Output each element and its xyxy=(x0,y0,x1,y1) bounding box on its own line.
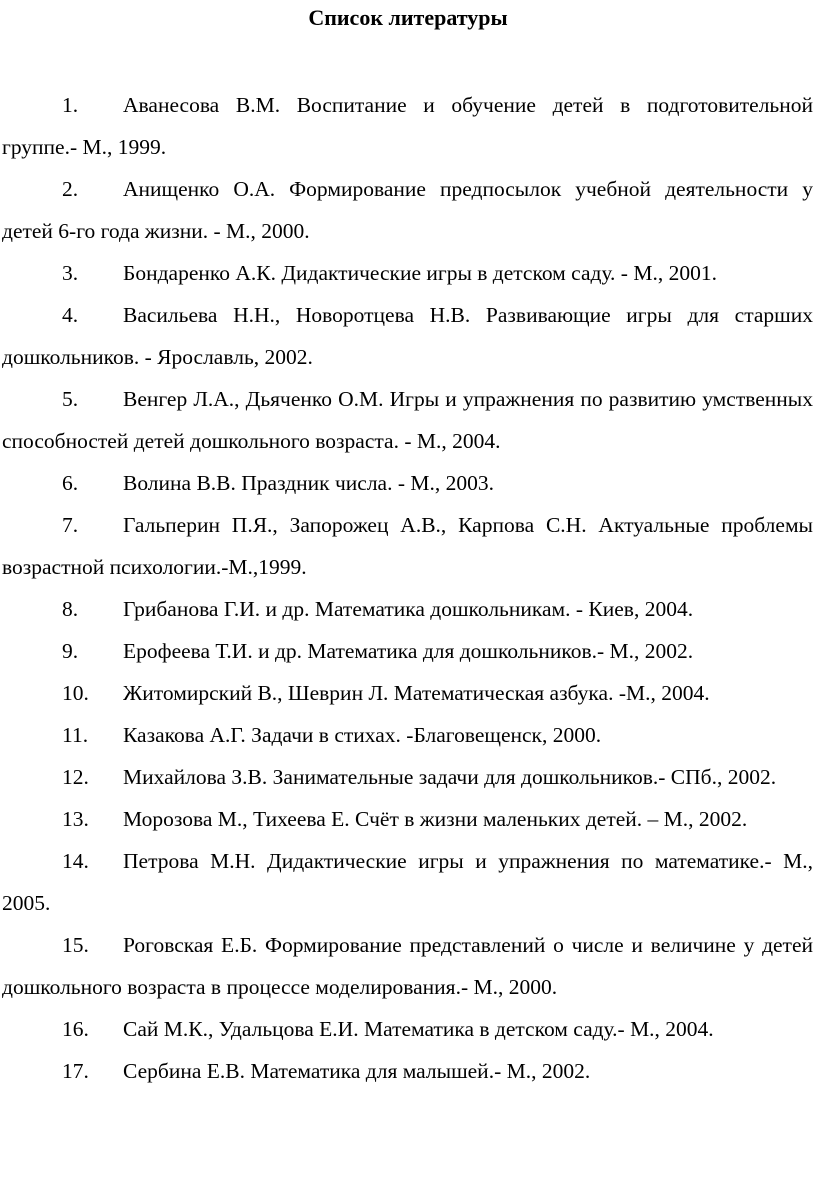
reference-number: 5. xyxy=(62,387,79,411)
reference-text: Гальперин П.Я., Запорожец А.В., Карпова С.Н. Актуальные проблемы возрастной психологии.-М.,1999. xyxy=(2,513,813,579)
reference-number: 16. xyxy=(62,1017,89,1041)
reference-number: 6. xyxy=(62,471,79,495)
reference-text: Казакова А.Г. Задачи в стихах. -Благовещенск, 2000. xyxy=(123,723,602,747)
reference-number: 17. xyxy=(62,1059,89,1083)
reference-item xyxy=(2,168,813,252)
reference-text: Сербина Е.В. Математика для малышей.- М., 2002. xyxy=(123,1059,591,1083)
reference-number: 3. xyxy=(62,261,79,285)
reference-number: 4. xyxy=(62,303,79,327)
reference-item xyxy=(2,1050,813,1092)
reference-number: 8. xyxy=(62,597,79,621)
reference-item xyxy=(2,1008,813,1050)
reference-text: Анищенко О.А. Формирование предпосылок учебной деятельности у детей 6-го года жизни. - М., 2000. xyxy=(2,177,813,243)
reference-item xyxy=(2,756,813,798)
reference-number: 9. xyxy=(62,639,79,663)
reference-item xyxy=(2,84,813,168)
reference-number: 10. xyxy=(62,681,89,705)
reference-number: 15. xyxy=(62,933,89,957)
reference-text: Венгер Л.А., Дьяченко О.М. Игры и упражнения по развитию умственных способностей детей дошкольного возраста. - М., 2004. xyxy=(2,387,813,453)
reference-list xyxy=(2,84,813,1092)
reference-item xyxy=(2,504,813,588)
reference-text: Ерофеева Т.И. и др. Математика для дошкольников.- М., 2002. xyxy=(123,639,694,663)
reference-text: Роговская Е.Б. Формирование представлений о числе и величине у детей дошкольного возраста в процессе моделирования.- М., 2000. xyxy=(2,933,813,999)
reference-text: Сай М.К., Удальцова Е.И. Математика в детском саду.- М., 2004. xyxy=(123,1017,714,1041)
reference-text: Грибанова Г.И. и др. Математика дошкольникам. - Киев, 2004. xyxy=(123,597,694,621)
reference-number: 14. xyxy=(62,849,89,873)
reference-text: Житомирский В., Шеврин Л. Математическая азбука. -М., 2004. xyxy=(123,681,710,705)
reference-item xyxy=(2,252,813,294)
reference-text: Петрова М.Н. Дидактические игры и упражнения по математике.- М., 2005. xyxy=(2,849,813,915)
reference-number: 1. xyxy=(62,93,79,117)
reference-text: Михайлова З.В. Занимательные задачи для дошкольников.- СПб., 2002. xyxy=(123,765,777,789)
reference-number: 13. xyxy=(62,807,89,831)
reference-item xyxy=(2,798,813,840)
reference-text: Аванесова В.М. Воспитание и обучение детей в подготовительной группе.- М., 1999. xyxy=(2,93,813,159)
reference-item xyxy=(2,378,813,462)
page-title: Список литературы xyxy=(308,5,508,30)
reference-text: Васильева Н.Н., Новоротцева Н.В. Развивающие игры для старших дошкольников. - Ярославль, 2002. xyxy=(2,303,813,369)
reference-number: 7. xyxy=(62,513,79,537)
reference-item xyxy=(2,672,813,714)
reference-item xyxy=(2,714,813,756)
reference-item xyxy=(2,588,813,630)
reference-number: 11. xyxy=(62,723,89,747)
reference-number: 12. xyxy=(62,765,89,789)
reference-item xyxy=(2,840,813,924)
reference-item xyxy=(2,462,813,504)
reference-text: Морозова М., Тихеева Е. Счёт в жизни маленьких детей. – М., 2002. xyxy=(123,807,748,831)
reference-text: Волина В.В. Праздник числа. - М., 2003. xyxy=(123,471,495,495)
reference-item xyxy=(2,924,813,1008)
reference-item xyxy=(2,294,813,378)
reference-item xyxy=(2,630,813,672)
reference-number: 2. xyxy=(62,177,79,201)
reference-text: Бондаренко А.К. Дидактические игры в детском саду. - М., 2001. xyxy=(123,261,717,285)
